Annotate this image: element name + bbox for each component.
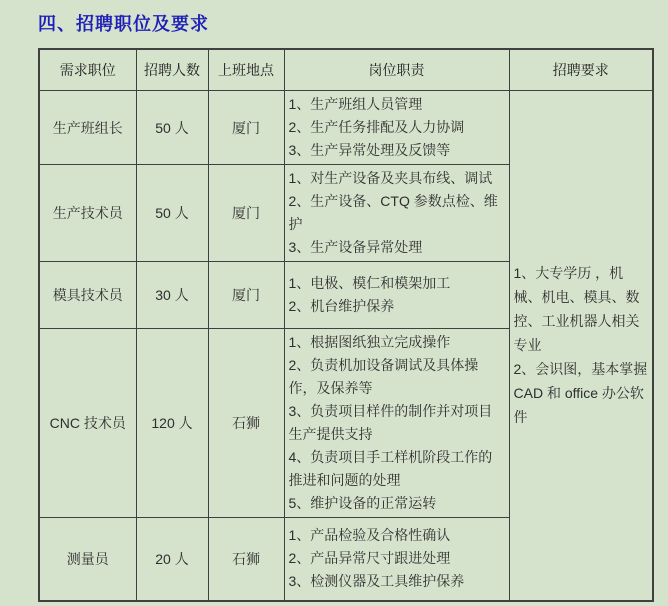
duties-cell: [284, 329, 509, 518]
location-cell: 石狮: [208, 329, 284, 518]
count-cell: 50 人: [136, 165, 208, 262]
duties-cell: [284, 518, 509, 601]
position-cell: CNC 技术员: [39, 329, 136, 518]
count-cell: 20 人: [136, 518, 208, 601]
duty-item: 3、负责项目样件的制作并对项目生产提供支持: [288, 403, 493, 442]
header-location: 上班地点: [208, 49, 284, 91]
duty-item: 2、机台维护保养: [288, 298, 395, 314]
position-cell: 模具技术员: [39, 262, 136, 329]
count-cell: 120 人: [136, 329, 208, 518]
duty-item: 1、产品检验及合格性确认: [288, 527, 451, 544]
duty-item: 1、根据图纸独立完成操作: [288, 334, 451, 350]
table-row: [39, 91, 653, 165]
duty-item: 5、维护设备的正常运转: [288, 495, 437, 511]
table-header-row: [39, 49, 653, 91]
section-title: 四、招聘职位及要求: [38, 14, 209, 34]
duties-cell: [284, 262, 509, 329]
header-count: 招聘人数: [136, 49, 208, 91]
location-cell: 厦门: [208, 91, 284, 165]
duty-item: 2、产品异常尺寸跟进处理: [288, 550, 451, 567]
requirements-cell: [509, 91, 653, 601]
recruitment-table: [38, 48, 654, 602]
duty-item: 3、检测仪器及工具维护保养: [288, 573, 465, 590]
header-duties: 岗位职责: [284, 49, 509, 91]
duties-cell: [284, 91, 509, 165]
duties-cell: [284, 165, 509, 262]
duty-item: 1、电极、模仁和模架加工: [288, 275, 451, 291]
duty-item: 2、生产设备、CTQ 参数点检、维护: [288, 193, 498, 232]
header-requirements: 招聘要求: [509, 49, 653, 91]
duty-item: 2、负责机加设备调试及具体操作，及保养等: [288, 357, 479, 396]
requirement-item: 2、会识图，基本掌握 CAD 和 office 办公软件: [513, 361, 648, 426]
count-cell: 30 人: [136, 262, 208, 329]
location-cell: 厦门: [208, 262, 284, 329]
location-cell: 厦门: [208, 165, 284, 262]
requirement-item: 1、大专学历 ，机械、机电、模具、数控、工业机器人相关专业: [513, 265, 640, 354]
position-cell: 生产班组长: [39, 91, 136, 165]
duty-item: 2、生产任务排配及人力协调: [288, 119, 465, 135]
position-cell: 生产技术员: [39, 165, 136, 262]
duty-item: 3、生产异常处理及反馈等: [288, 142, 451, 158]
duty-item: 3、生产设备异常处理: [288, 239, 423, 255]
duty-item: 1、对生产设备及夹具布线、调试: [288, 170, 493, 186]
duty-item: 1、生产班组人员管理: [288, 96, 423, 112]
count-cell: 50 人: [136, 91, 208, 165]
header-position: 需求职位: [39, 49, 136, 91]
duty-item: 4、负责项目手工样机阶段工作的推进和问题的处理: [288, 449, 493, 488]
position-cell: 测量员: [39, 518, 136, 601]
location-cell: 石狮: [208, 518, 284, 601]
